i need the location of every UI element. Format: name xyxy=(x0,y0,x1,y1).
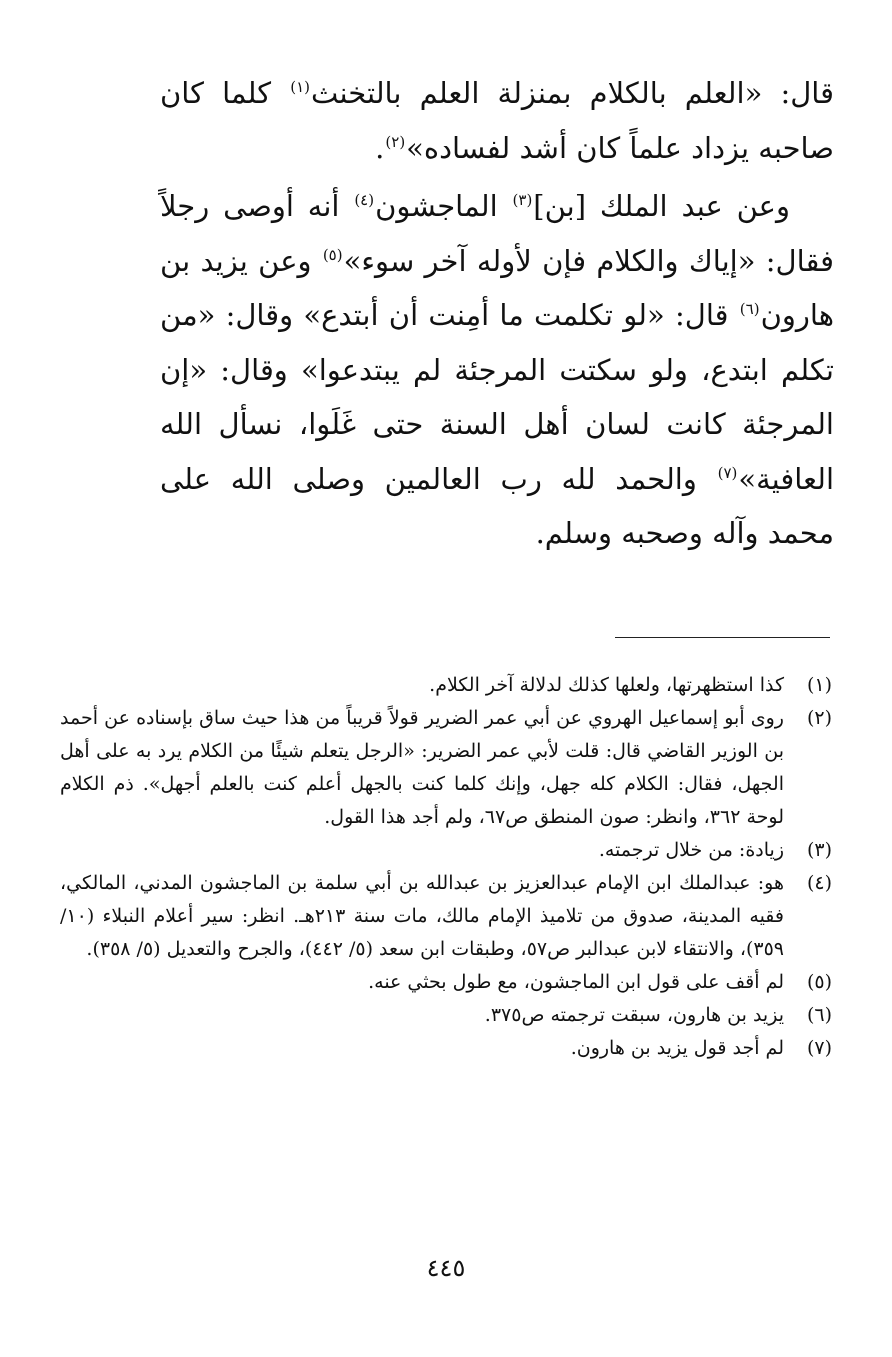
footnote-text: كذا استظهرتها، ولعلها كذلك لدلالة آخر الكلام. xyxy=(429,674,784,696)
footnote-number: (٥) xyxy=(806,971,832,993)
text-segment: أنه أوصى رجلاً فقال: «إياك والكلام فإن لأوله آخر سوء» xyxy=(160,189,834,278)
footnote-text: هو: عبدالملك ابن الإمام عبدالعزيز بن عبدالله بن أبي سلمة بن الماجشون المدني، المالكي، فقيه المدينة، صدوق من تلاميذ الإمام مالك، مات سنة ٢١٣هـ. انظر: سير أعلام النبلاء (١٠/ ٣٥٩)، والانتقاء لابن عبدالبر ص٥٧، وطبقات ابن سعد (٥/ ٤٤٢)، والجرح والتعديل (٥/ ٣٥٨). xyxy=(60,872,784,960)
paragraph-2 xyxy=(160,179,834,561)
text-segment: كلما كان صاحبه يزداد علماً كان أشد لفساده» xyxy=(160,76,834,165)
footnote-ref-1: (١) xyxy=(290,78,311,97)
footnote-ref-3: (٣) xyxy=(512,191,533,210)
footnote-number: (٤) xyxy=(806,872,832,894)
footnote-text: يزيد بن هارون، سبقت ترجمته ص٣٧٥. xyxy=(484,1004,784,1026)
footnote-separator xyxy=(615,637,830,638)
footnote-text: زيادة: من خلال ترجمته. xyxy=(598,839,784,861)
footnote xyxy=(60,1032,832,1065)
paragraph-1 xyxy=(160,66,834,175)
text-segment: قال: «لو تكلمت ما أمِنت أن أبتدع» وقال: «من تكلم ابتدع، ولو سكتت المرجئة لم يبتدعوا» وقال: «إن المرجئة كانت لسان أهل السنة حتى غَلَوا، نسأل الله العافية» xyxy=(160,298,834,496)
footnotes xyxy=(60,669,832,1065)
footnote xyxy=(60,702,832,834)
footnote-ref-5: (٥) xyxy=(322,245,343,264)
footnote-ref-7: (٧) xyxy=(717,463,738,482)
footnote-ref-6: (٦) xyxy=(739,300,760,319)
footnote-number: (١) xyxy=(806,674,832,696)
text-segment: وعن يزيد بن هارون xyxy=(160,243,835,332)
footnote-number: (٧) xyxy=(806,1037,832,1059)
text-segment: والحمد لله رب العالمين وصلى الله على محمد وآله وصحبه وسلم. xyxy=(160,461,834,550)
text-segment: الماجشون xyxy=(375,189,512,223)
footnote-number: (٢) xyxy=(806,707,832,729)
footnote-text: روى أبو إسماعيل الهروي عن أبي عمر الضرير قولاً قريباً من هذا حيث ساق بإسناده عن أحمد بن الوزير القاضي قال: قلت لأبي عمر الضرير: «الرجل يتعلم شيئًا من الكلام يرد به على أهل الجهل، فقال: الكلام كله جهل، وإنك كلما كنت بالجهل أعلم كنت بالعلم أجهل». ذم الكلام لوحة ٣٦٢، وانظر: صون المنطق ص٦٧، ولم أجد هذا القول. xyxy=(60,707,784,828)
footnote-number: (٦) xyxy=(806,1004,832,1026)
text-segment: قال: «العلم بالكلام بمنزلة العلم بالتخنث xyxy=(311,76,834,110)
footnote-number: (٣) xyxy=(806,839,832,861)
footnote-text: لم أجد قول يزيد بن هارون. xyxy=(570,1037,784,1059)
text-segment: . xyxy=(375,130,385,165)
footnote xyxy=(60,834,832,867)
footnote-text: لم أقف على قول ابن الماجشون، مع طول بحثي عنه. xyxy=(368,971,784,993)
footnote-ref-2: (٢) xyxy=(385,132,406,151)
text-segment: وعن عبد الملك [بن] xyxy=(533,189,790,223)
footnote xyxy=(60,867,832,966)
footnote-ref-4: (٤) xyxy=(354,191,375,210)
footnote xyxy=(60,999,832,1032)
page-number: ٤٤٥ xyxy=(426,1254,466,1282)
footnote xyxy=(60,966,832,999)
footnote xyxy=(60,669,832,702)
main-text xyxy=(160,66,834,561)
